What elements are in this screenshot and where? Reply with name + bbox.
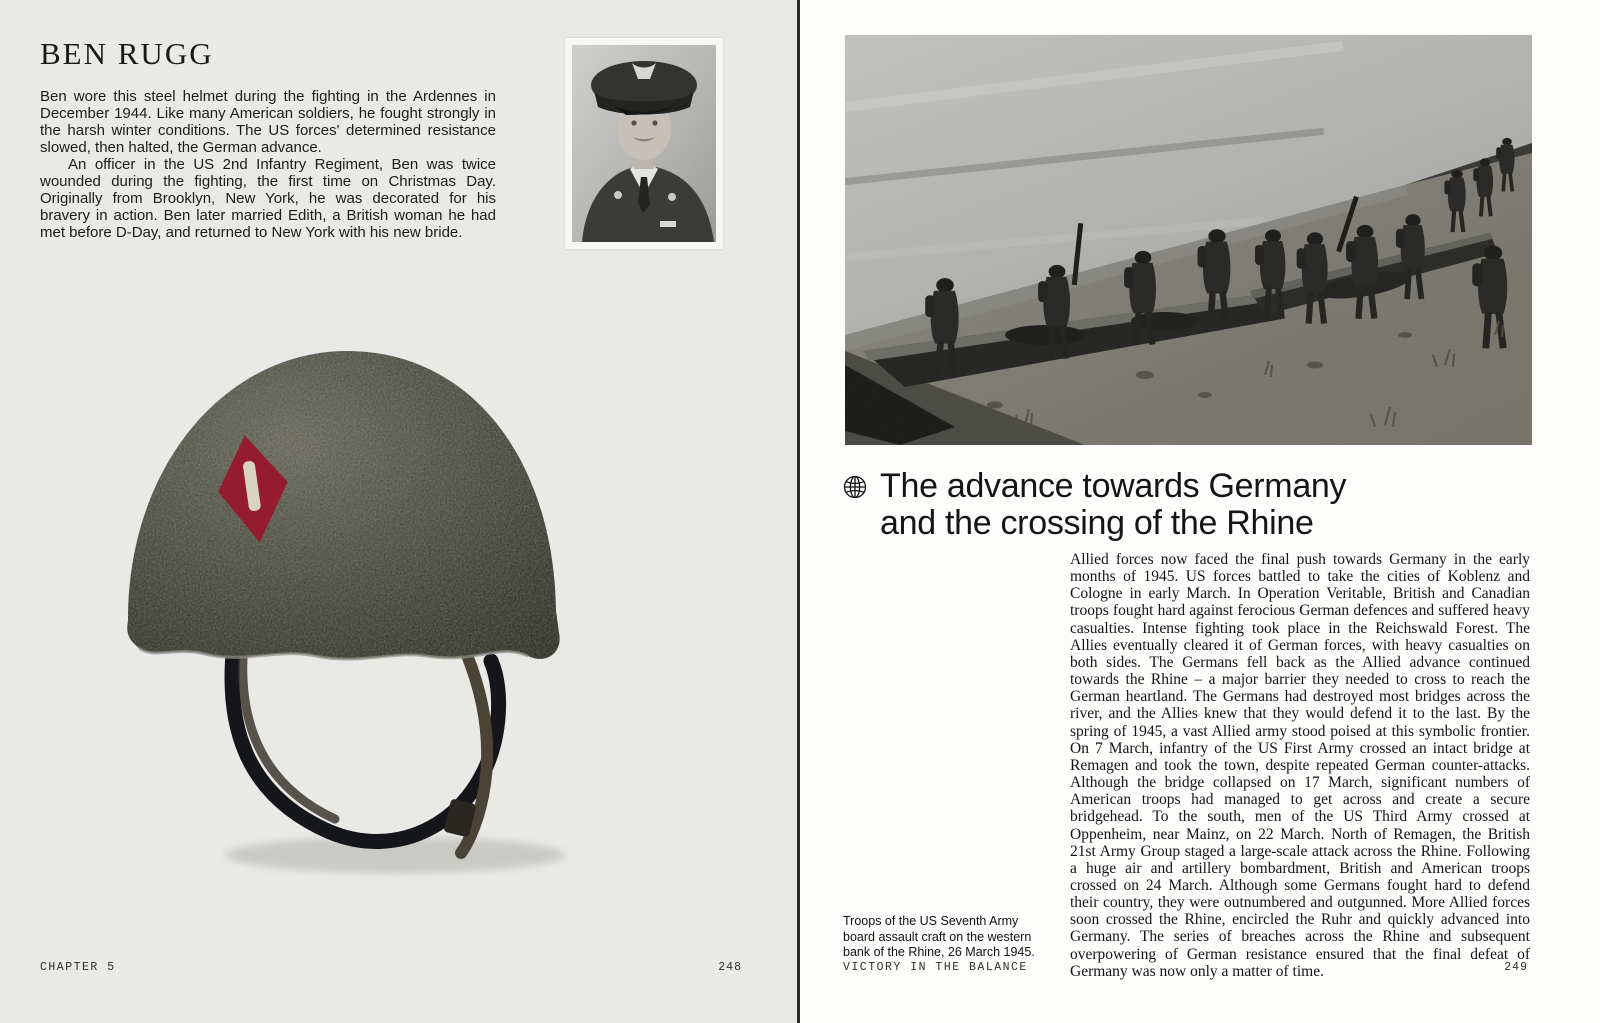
portrait-photo: [565, 38, 723, 249]
footer-section-label: VICTORY IN THE BALANCE: [843, 961, 1028, 974]
profile-paragraph-2: An officer in the US 2nd Infantry Regiment, Ben was twice wounded during the fighting, the first time on Christmas Day. Originally from Brooklyn, New York, he was decorated for his bravery in action. Ben later married Edith, a British woman he had met before D-Day, and returned to New York with his new bride.: [40, 156, 496, 241]
troops-photo-art: [845, 35, 1532, 445]
section-body-text: Allied forces now faced the final push towards Germany in the early months of 1945. US forces battled to take the cities of Koblenz and Cologne in early March. In Operation Veritable, British and Canadian troops fought hard against ferocious German defences and suffered heavy casualties. Intense fighting took place in the Reichswald Forest. The Allies eventually cleared it of German forces, with heavy casualties on both sides. The Germans fell back as the Allied advance continued towards the Rhine – a major barrier they needed to cross to reach the German heartland. The Germans had destroyed most bridges across the river, and the Allies knew that they would defend it to the last. By the spring of 1945, a vast Allied army stood poised at this symbolic frontier. On 7 March, infantry of the US First Army crossed an intact bridge at Remagen and took the town, despite repeated German counter-attacks. Although the bridge collapsed on 17 March, significant numbers of American troops had managed to get across and create a secure bridgehead. To the south, men of the US Third Army crossed at Oppenheim, near Mainz, on 22 March. North of Remagen, the British 21st Army Group staged a large-scale attack across the Rhine. Following a huge air and artillery bombardment, British and American troops crossed on 24 March. Although some Germans fought hard to defend their country, they were outnumbered and outgunned. More Allied forces soon crossed the Rhine, encircled the Ruhr and quickly advanced into Germany. The series of breaches across the Rhine and subsequent overpowering of German resistance ensured that the final defeat of Germany was now only a matter of time.: [1070, 551, 1530, 980]
globe-icon: [843, 475, 867, 499]
footer-chapter-label: CHAPTER 5: [40, 961, 116, 974]
troops-photo: [845, 35, 1532, 445]
footer-page-number-left: 248: [718, 961, 742, 974]
section-heading: [843, 468, 1346, 542]
helmet-photo: [95, 335, 625, 900]
section-heading-line2: and the crossing of the Rhine: [880, 504, 1314, 542]
page-title: BEN RUGG: [40, 36, 214, 71]
left-page: [0, 0, 797, 1023]
helmet-photo-art: [95, 335, 625, 900]
profile-paragraph-1: Ben wore this steel helmet during the fighting in the Ardennes in December 1944. Like many American soldiers, he fought strongly in the harsh winter conditions. The US forces' determined resistance slowed, then halted, the German advance.: [40, 88, 496, 156]
photo-caption: Troops of the US Seventh Army board assault craft on the western bank of the Rhine, 26 March 1945.: [843, 914, 1035, 959]
profile-text-block: [40, 88, 496, 241]
footer-page-number-right: 249: [1504, 961, 1528, 974]
section-heading-text: [880, 468, 1346, 542]
portrait-photo-art: [572, 45, 716, 242]
section-heading-line1: The advance towards Germany: [880, 467, 1347, 505]
